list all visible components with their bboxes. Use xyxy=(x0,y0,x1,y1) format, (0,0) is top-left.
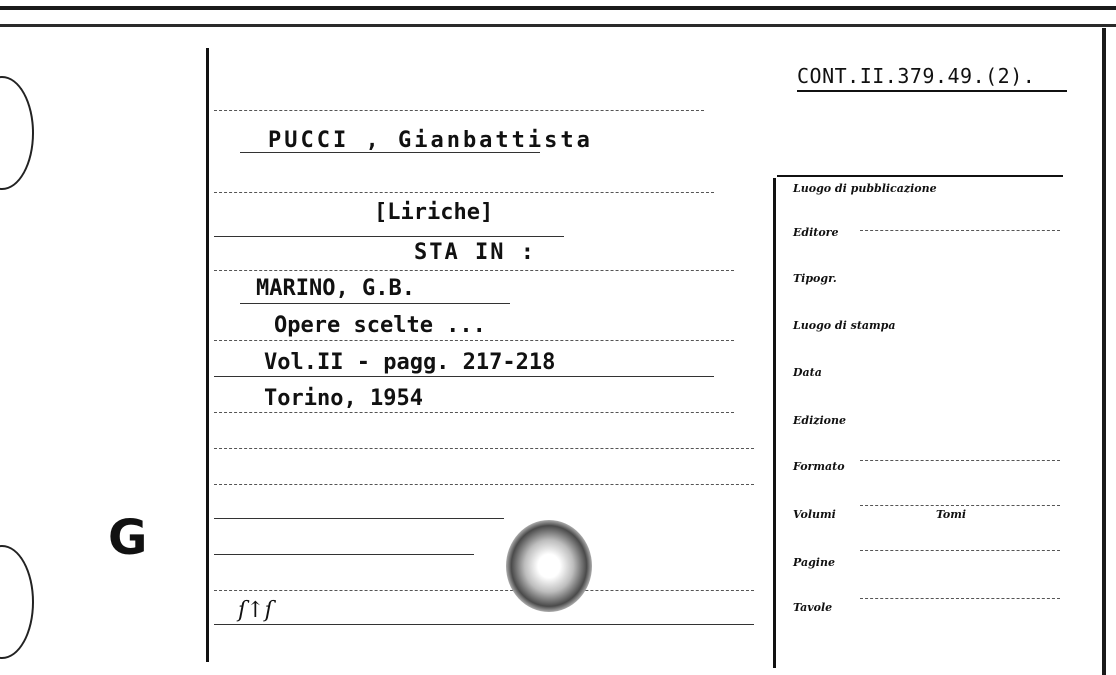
field-fill-line xyxy=(860,550,1060,551)
host-title: Opere scelte ... xyxy=(274,313,486,338)
volume-pages: Vol.II - pagg. 217-218 xyxy=(264,350,556,375)
place-year: Torino, 1954 xyxy=(264,386,423,411)
left-margin-rule xyxy=(206,48,209,662)
handwritten-mark: ſ↑ſ xyxy=(238,598,273,623)
column-divider-rule xyxy=(773,178,776,668)
ruled-line xyxy=(214,412,734,413)
label-tavole: Tavole xyxy=(793,601,833,614)
ruled-line xyxy=(214,270,734,271)
punch-hole-bottom xyxy=(0,545,34,659)
host-author: MARINO, G.B. xyxy=(256,276,415,301)
ruled-line xyxy=(214,518,504,519)
field-fill-line xyxy=(860,230,1060,231)
card-top-edge xyxy=(0,6,1116,10)
ruled-line xyxy=(214,376,714,377)
label-formato: Formato xyxy=(793,460,845,473)
label-tipogr: Tipogr. xyxy=(793,272,837,285)
ruled-line xyxy=(214,590,754,591)
label-tomi: Tomi xyxy=(936,508,967,521)
ruled-line xyxy=(214,448,754,449)
label-editore: Editore xyxy=(793,226,839,239)
label-volumi: Volumi xyxy=(793,508,836,521)
label-pagine: Pagine xyxy=(793,556,835,569)
label-luogo-stampa: Luogo di stampa xyxy=(793,319,896,332)
ruled-line xyxy=(214,624,754,625)
field-fill-line xyxy=(860,460,1060,461)
fields-top-rule xyxy=(777,175,1063,177)
work-title: [Liriche] xyxy=(374,200,494,225)
ruled-line xyxy=(214,110,704,111)
ruled-line xyxy=(214,192,714,193)
ruled-line xyxy=(214,236,564,237)
label-edizione: Edizione xyxy=(793,414,847,427)
card-right-edge xyxy=(1102,28,1106,675)
call-number: CONT.II.379.49.(2). xyxy=(797,64,1067,92)
ruled-line xyxy=(214,554,474,555)
ruled-line xyxy=(214,340,734,341)
side-letter: G xyxy=(108,510,148,566)
punch-hole-top xyxy=(0,76,34,190)
author-name: PUCCI , Gianbattista xyxy=(268,128,593,153)
field-fill-line xyxy=(860,505,1060,506)
ruled-line xyxy=(214,484,754,485)
field-fill-line xyxy=(860,598,1060,599)
card-top-edge-inner xyxy=(0,24,1116,27)
label-luogo-pubblicazione: Luogo di pubblicazione xyxy=(793,182,937,195)
ruled-line xyxy=(240,303,510,304)
contained-in-label: STA IN : xyxy=(414,240,536,265)
label-data: Data xyxy=(793,366,822,379)
library-stamp xyxy=(506,520,592,612)
